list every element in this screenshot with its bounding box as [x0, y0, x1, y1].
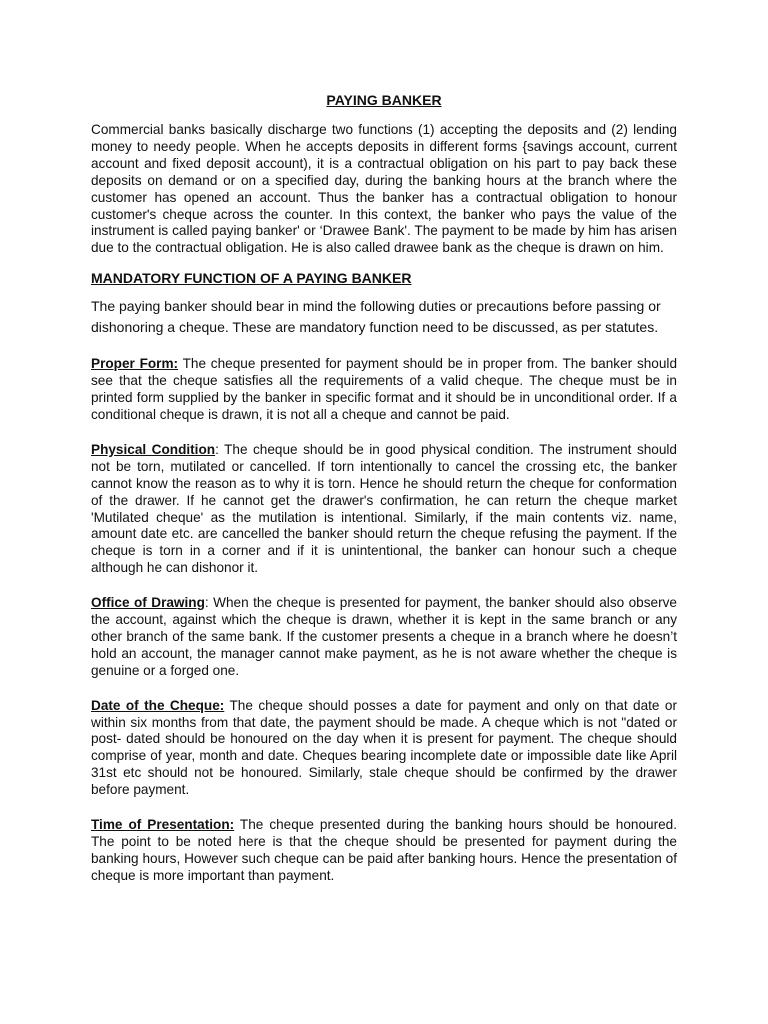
section-proper-form — [91, 356, 677, 424]
section-text: : The cheque should be in good physical condition. The instrument should not be torn, mutilated or cancelled. If torn intentionally to cancel the crossing etc, the banker cannot know the reason as to why it is torn. Hence he should return the cheque for conformation of the drawer. If he cannot get the drawer's confirmation, he can return the cheque market 'Mutilated cheque' as the mutilation is intentional. Similarly, if the main contents viz. name, amount date etc. are cancelled the banker should return the cheque refusing the payment. If the cheque is torn in a corner and if it is unintentional, the banker can honour such a cheque although he can dishonor it. — [91, 441, 677, 576]
section-term: Physical Condition — [91, 441, 216, 457]
intro-paragraph: Commercial banks basically discharge two functions (1) accepting the deposits and (2) lending money to needy people. When he accepts deposits in different forms {savings account, current account and fixed deposit account), it is a contractual obligation on his part to pay back these deposits on demand or on a specified day, during the banking hours at the branch where the customer has opened an account. Thus the banker has a contractual obligation to honour customer's cheque across the counter. In this context, the banker who pays the value of the instrument is called paying banker' or ‘Drawee Bank'. The payment to be made by him has arisen due to the contractual obligation. He is also called drawee bank as the cheque is drawn on him. — [91, 122, 677, 256]
mandatory-function-paragraph: The paying banker should bear in mind the following duties or precautions before passing or dishonoring a cheque. These are mandatory function need to be discussed, as per statutes. — [91, 298, 661, 336]
section-physical-condition — [91, 442, 677, 577]
section-text: The cheque presented for payment should be in proper from. The banker should see that the cheque satisfies all the requirements of a valid cheque. The cheque must be in printed form supplied by the banker in specific format and it should be in unconditional order. If a conditional cheque is drawn, it is not all a cheque and cannot be paid. — [91, 356, 678, 422]
section-term: Proper Form: — [91, 356, 179, 372]
section-text: The cheque should posses a date for payment and only on that date or within six months from that date, the payment should be made. A cheque which is not "dated or post- dated should be honoured on the day when it is present for payment. The cheque should comprise of year, month and date. Cheques bearing incomplete date or impossible date like April 31st etc should not be honoured. Similarly, stale cheque should be confirmed by the drawer before payment. — [91, 697, 677, 798]
section-office-of-drawing — [91, 595, 677, 680]
section-text: : When the cheque is presented for payment, the banker should also observe the account, against which the cheque is drawn, whether it is kept in the same branch or any other branch of the same bank. If the customer presents a cheque in a branch where he doesn’t hold an account, the manager cannot make payment, as he is not aware whether the cheque is genuine or a forged one. — [91, 595, 677, 678]
mandatory-function-heading: MANDATORY FUNCTION OF A PAYING BANKER — [91, 270, 412, 287]
section-date-of-cheque — [91, 698, 677, 799]
section-term: Time of Presentation: — [91, 817, 235, 833]
page-title: PAYING BANKER — [326, 92, 442, 108]
document-page — [91, 92, 677, 903]
section-text: The cheque presented during the banking hours should be honoured. The point to be noted here is that the cheque should be presented for payment during the banking hours, However such cheque can be paid after banking hours. Hence the presentation of cheque is more important than payment. — [91, 817, 678, 883]
section-term: Date of the Cheque: — [91, 697, 225, 713]
section-term: Office of Drawing — [91, 595, 205, 611]
section-time-of-presentation — [91, 817, 677, 885]
